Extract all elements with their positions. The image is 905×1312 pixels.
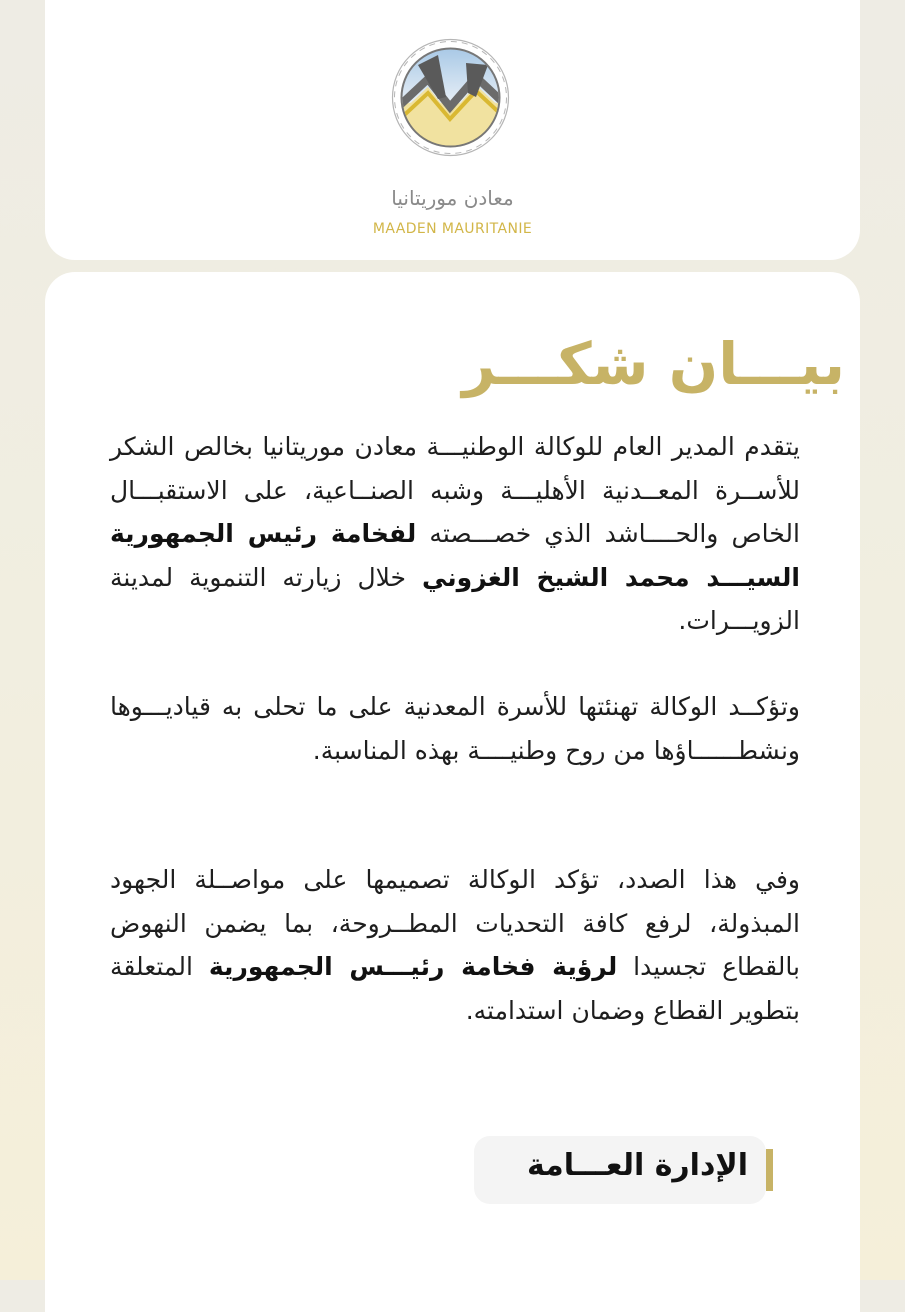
signature-text: الإدارة العـــامة <box>526 1148 748 1183</box>
document-title: بيـــان شكـــر <box>462 330 845 398</box>
signature-accent-bar <box>766 1149 773 1191</box>
paragraph-1 <box>110 425 800 643</box>
gear-mountain-pickaxe-icon <box>388 35 513 160</box>
paragraph-2-text: وتؤكــد الوكالة تهنئتها للأسرة المعدنية على ما تحلى به قياديـــوها ونشطــــــاؤها من روح وطنيــــة بهذه المناسبة. <box>110 692 800 765</box>
paragraph-3-text-a: وفي هذا الصدد، تؤكد الوكالة تصميمها على مواصــلة الجهود المبذولة، لرفع كافة التحديات المطــروحة، بما يضمن النهوض بالقطاع تجسيدا <box>110 865 800 981</box>
paragraph-3 <box>110 858 800 1032</box>
paragraph-3-text-b: المتعلقة بتطوير القطاع وضمان استدامته. <box>110 952 800 1025</box>
org-name-english: MAADEN MAURITANIE <box>372 221 533 237</box>
signature-box <box>474 1136 766 1204</box>
paragraph-1-text-b: خلال زيارته التنموية لمدينة الزويـــرات. <box>110 562 800 635</box>
paragraph-3-bold: لرؤية فخامة رئيـــس الجمهورية <box>208 952 618 981</box>
org-name-arabic: معادن موريتانيا <box>391 186 514 210</box>
paragraph-2 <box>110 685 800 772</box>
paragraph-1-bold: لفخامة رئيس الجمهورية السيـــد محمد الشيخ الغزوني <box>110 519 800 592</box>
paragraph-1-text-a: يتقدم المدير العام للوكالة الوطنيـــة معادن موريتانيا بخالص الشكر للأســرة المعــدنية الأهليـــة وشبه الصنــاعية، على الاستقبـــال الخاص والحــــاشد الذي خصـــصته <box>110 432 800 548</box>
header-card <box>45 0 860 260</box>
